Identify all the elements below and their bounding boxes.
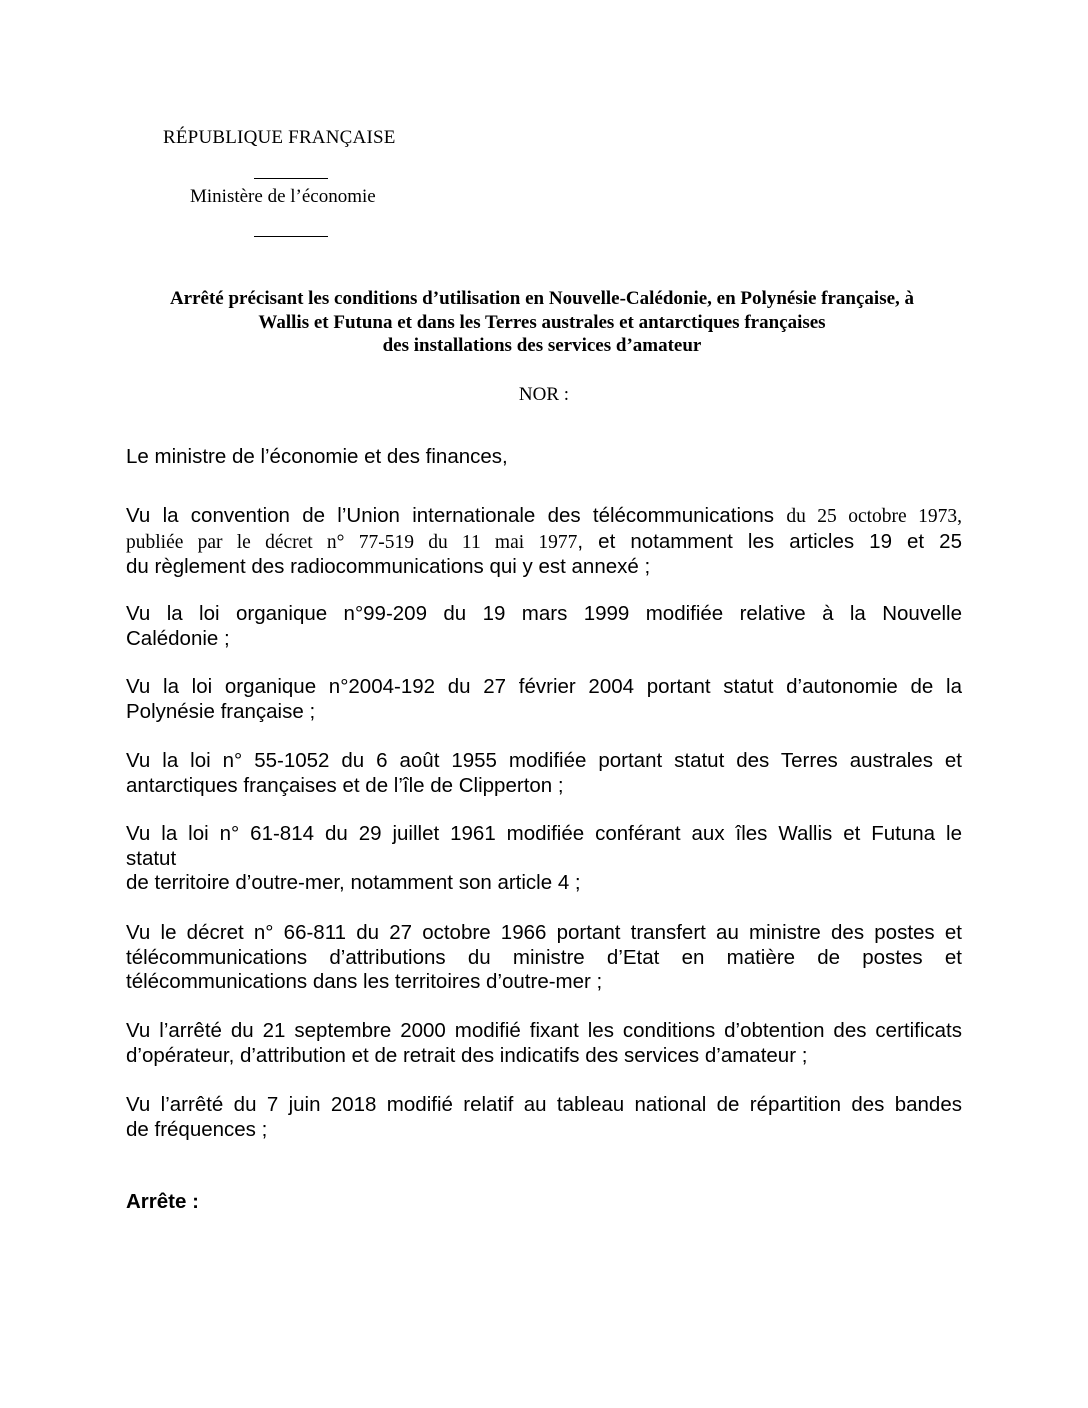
- visa-line: statut: [126, 846, 177, 870]
- divider: [254, 178, 328, 179]
- nor-reference: NOR :: [518, 384, 570, 405]
- visa-paragraph: [126, 822, 962, 896]
- visa-text: , et notamment les articles 19 et 25: [577, 529, 962, 553]
- document-title: [112, 287, 972, 358]
- visa-paragraph: [126, 602, 962, 651]
- visa-line: Polynésie française ;: [126, 699, 316, 723]
- visa-text: publiée par le décret n° 77-519 du 11 mai 1977: [126, 531, 578, 553]
- title-line: Arrêté précisant les conditions d’utilisation en Nouvelle-Calédonie, en Polynésie française, à: [169, 288, 915, 309]
- visa-paragraph: [126, 675, 962, 724]
- visa-paragraph: [126, 749, 962, 798]
- visa-line: du règlement des radiocommunications qui y est annexé ;: [126, 555, 651, 578]
- visa-line: Vu la loi n° 55-1052 du 6 août 1955 modifiée portant statut des Terres australes et: [126, 749, 962, 772]
- visa-line: [126, 504, 962, 530]
- visa-line: Vu la loi organique n°99-209 du 19 mars 1999 modifiée relative à la Nouvelle: [126, 602, 962, 625]
- visa-line: de fréquences ;: [126, 1117, 268, 1141]
- visa-line: antarctiques françaises et de l’île de Clipperton ;: [126, 773, 564, 797]
- title-line: des installations des services d’amateur: [382, 335, 702, 356]
- intro-paragraph: Le ministre de l’économie et des finances,: [126, 445, 508, 468]
- visa-line: télécommunications d’attributions du ministre d’Etat en matière de postes et: [126, 945, 962, 969]
- visa-paragraph: [126, 1019, 962, 1068]
- visa-text: du 25 octobre 1973,: [786, 506, 962, 527]
- visa-line: [126, 530, 962, 556]
- visa-text: Vu la convention de l’Union internationale des télécommunications: [126, 504, 787, 527]
- republic-heading: RÉPUBLIQUE FRANÇAISE: [163, 127, 396, 148]
- visa-line: Vu la loi organique n°2004-192 du 27 février 2004 portant statut d’autonomie de la: [126, 675, 962, 698]
- ministry-heading: Ministère de l’économie: [190, 186, 376, 207]
- title-line: Wallis et Futuna et dans les Terres australes et antarctiques françaises: [258, 311, 826, 333]
- arrete-heading: Arrête :: [126, 1190, 199, 1213]
- visa-paragraph: [126, 1093, 962, 1142]
- visa-paragraph: [126, 921, 962, 995]
- visa-line: d’opérateur, d’attribution et de retrait des indicatifs des services d’amateur ;: [126, 1043, 808, 1067]
- visa-line: Calédonie ;: [126, 626, 230, 650]
- visa-line: Vu l’arrêté du 21 septembre 2000 modifié fixant les conditions d’obtention des certificats: [126, 1019, 962, 1042]
- visa-line: Vu la loi n° 61-814 du 29 juillet 1961 modifiée conférant aux îles Wallis et Futuna le: [126, 822, 962, 845]
- visa-paragraph: [126, 504, 962, 580]
- divider: [254, 236, 328, 237]
- visa-line: télécommunications dans les territoires d’outre-mer ;: [126, 970, 603, 993]
- visa-line: Vu le décret n° 66-811 du 27 octobre 1966 portant transfert au ministre des postes et: [126, 921, 962, 944]
- visa-line: de territoire d’outre-mer, notamment son article 4 ;: [126, 871, 581, 894]
- visa-line: Vu l’arrêté du 7 juin 2018 modifié relatif au tableau national de répartition des bandes: [126, 1093, 962, 1116]
